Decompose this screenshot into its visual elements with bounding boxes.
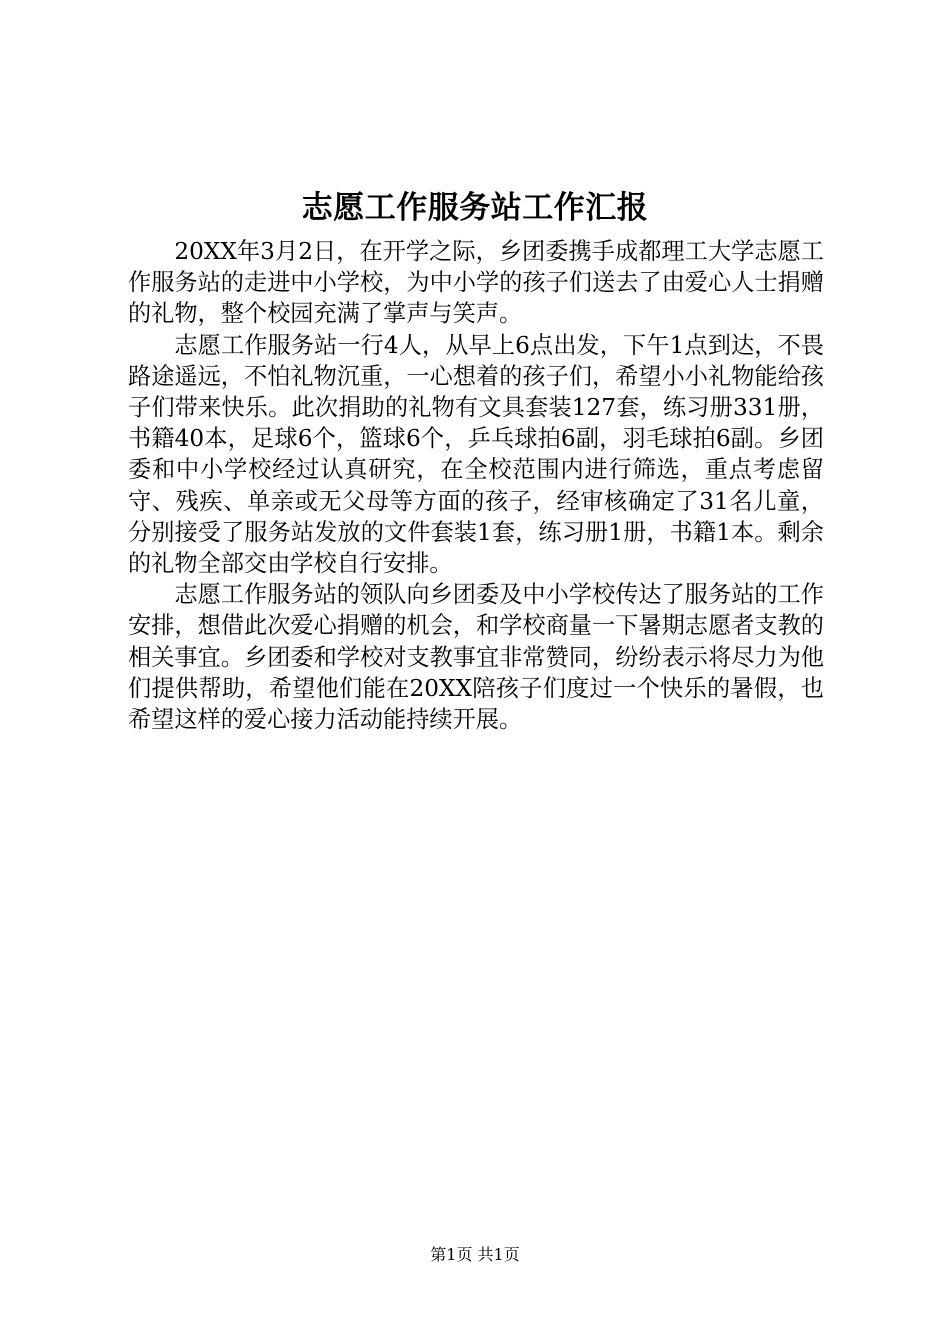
body-paragraph: 20XX年3月2日，在开学之际，乡团委携手成都理工大学志愿工作服务站的走进中小学校，为中小学的孩子们送去了由爱心人士捐赠的礼物，整个校园充满了掌声与笑声。	[128, 238, 824, 328]
page-footer: 第1页 共1页	[430, 1245, 520, 1264]
document-body	[128, 236, 824, 735]
body-paragraph: 志愿工作服务站一行4人，从早上6点出发，下午1点到达，不畏路途遥远，不怕礼物沉重，一心想着的孩子们，希望小小礼物能给孩子们带来快乐。此次捐助的礼物有文具套装127套，练习册331册，书籍40本，足球6个，篮球6个，乒乓球拍6副，羽毛球拍6副。乡团委和中小学校经过认真研究，在全校范围内进行筛选，重点考虑留守、残疾、单亲或无父母等方面的孩子，经审核确定了31名儿童，分别接受了服务站发放的文件套装1套，练习册1册，书籍1本。剩余的礼物全部交由学校自行安排。	[128, 331, 824, 578]
page-title: 志愿工作服务站工作汇报	[301, 190, 649, 226]
body-paragraph: 志愿工作服务站的领队向乡团委及中小学校传达了服务站的工作安排，想借此次爱心捐赠的机会，和学校商量一下暑期志愿者支教的相关事宜。乡团委和学校对支教事宜非常赞同，纷纷表示将尽力为他们提供帮助，希望他们能在20XX陪孩子们度过一个快乐的暑假，也希望这样的爱心接力活动能持续开展。	[128, 581, 824, 734]
